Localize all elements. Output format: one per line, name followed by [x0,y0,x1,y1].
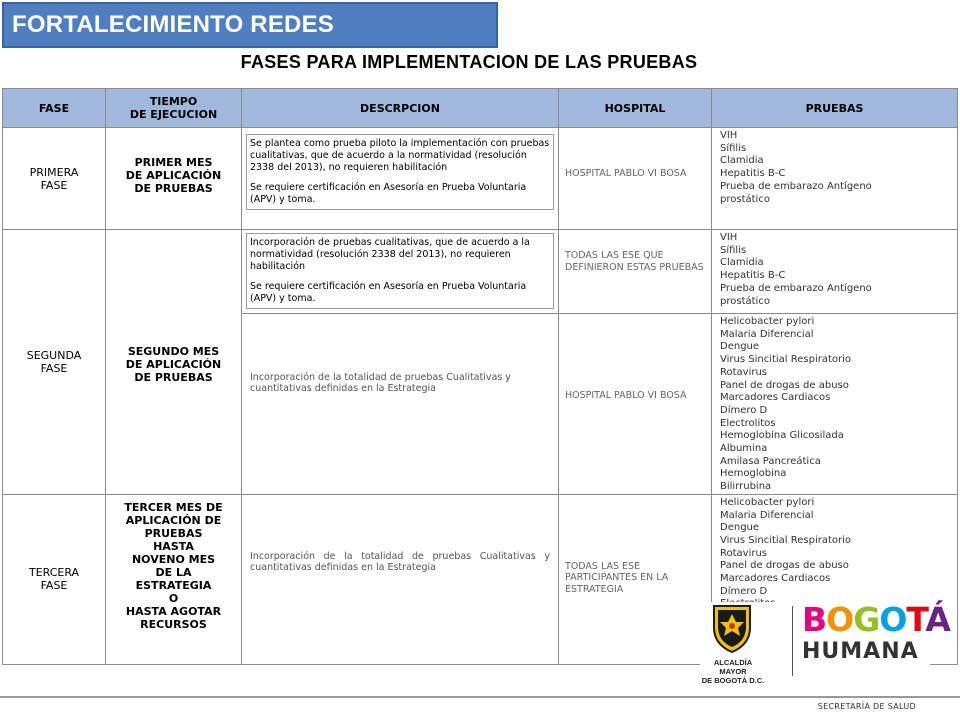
tiempo-segunda-line2: DE APLICACIÓN [125,358,222,372]
prueba-item: Clamidia [720,257,764,269]
humana-wordmark: HUMANA [802,639,919,664]
hospital-tercera: TODAS LAS ESE PARTICIPANTES EN LA ESTRATEGIA [565,560,669,595]
prueba-item: Virus Sincitial Respiratorio [720,534,852,546]
hospital-cell-primera [559,128,712,230]
prueba-item: Albumina [720,443,768,455]
descripcion-cell-segunda-2 [242,314,559,495]
tiempo-primera-line3: DE PRUEBAS [134,182,213,195]
phases-table [2,88,958,665]
tiempo-tercera-line: DE LA [155,565,192,579]
prueba-item: Rotavirus [720,366,768,378]
prueba-item: Hepatitis B-C [720,168,786,180]
pruebas-cell-segunda-1 [712,230,958,314]
prueba-item: Prueba de embarazo Antígeno [720,282,872,294]
pruebas-cell-primera [712,128,958,230]
tiempo-tercera-line: APLICACIÓN DE [125,513,222,527]
tiempo-tercera-line: TERCER MES DE [124,500,223,514]
hospital-cell-tercera [559,494,712,664]
prueba-item: Sífilis [720,244,747,256]
pruebas-cell-segunda-2 [712,314,958,495]
tiempo-tercera-line: PRUEBAS [144,526,203,540]
prueba-item: prostático [720,193,770,205]
banner-title: FORTALECIMIENTO REDES [2,2,498,48]
logo-divider [792,606,793,676]
tiempo-cell-tercera [106,494,242,664]
alcaldia-line1: ALCALDÍA MAYOR [713,658,753,676]
tiempo-primera-line2: DE APLICACIÓN [125,169,222,182]
bogota-letter: O [879,600,907,639]
bogota-humana-logo [700,600,950,685]
prueba-item: Dímero D [720,404,768,416]
descripcion-tercera: Incorporación de la totalidad de pruebas Cualitativas y cuantitativas definidas en la Estrategia [250,550,550,573]
descripcion-primera-p1: Se plantea como prueba piloto la implementación con pruebas cualitativas, que de acuerdo a la normatividad (resolución 2338 del 2013), no requieren habilitación [250,138,550,173]
pruebas-list-segunda-2 [712,314,957,494]
table-row-primera [3,128,958,230]
header-tiempo-line1: TIEMPO [149,95,198,108]
descripcion-segunda-2: Incorporación de la totalidad de pruebas Cualitativas y cuantitativas definidas en la Estrategia [250,372,511,394]
prueba-item: Marcadores Cardiacos [720,392,831,404]
page-subtitle: FASES PARA IMPLEMENTACION DE LAS PRUEBAS [240,52,698,72]
tiempo-tercera-line: RECURSOS [140,617,207,631]
prueba-item: Clamidia [720,155,764,167]
prueba-item: Hepatitis B-C [720,270,786,282]
prueba-item: Dímero D [720,585,768,597]
prueba-item: Amilasa Pancreática [720,455,821,467]
fase-cell-segunda [3,230,106,495]
header-tiempo [106,89,242,128]
fase-tercera-line2: FASE [40,579,68,593]
header-descripcion: DESCRPCION [242,89,559,128]
tiempo-tercera-line: NOVENO MES [131,552,216,566]
footer-divider [0,696,960,698]
prueba-item: prostático [720,295,770,307]
pruebas-list-segunda-1 [712,230,957,308]
prueba-item: VIH [720,232,738,243]
fase-primera-line2: FASE [40,178,68,192]
bogota-letter: T [906,600,926,639]
fase-tercera-line1: TERCERA [28,566,80,580]
tiempo-primera-line1: PRIMER MES [134,156,213,169]
footer-secretaria: SECRETARÍA DE SALUD [817,702,916,711]
prueba-item: Prueba de embarazo Antígeno [720,180,872,192]
prueba-item: Panel de drogas de abuso [720,379,849,391]
fase-cell-tercera [3,494,106,664]
bogota-letter: G [853,600,880,639]
prueba-item: Hemoglobina Glicosilada [720,430,844,442]
prueba-item: Helicobacter pylori [720,496,815,508]
prueba-item: Marcadores Cardiacos [720,573,831,585]
tiempo-tercera-line: HASTA AGOTAR [125,604,222,618]
tiempo-segunda-line1: SEGUNDO MES [127,345,220,359]
tiempo-tercera-line: O [168,591,179,605]
descripcion-segunda-p2: Se requiere certificación en Asesoría en Prueba Voluntaria (APV) y toma. [250,281,527,304]
header-pruebas: PRUEBAS [712,89,958,128]
table-header-row [3,89,958,128]
fase-cell-primera [3,128,106,230]
prueba-item: Panel de drogas de abuso [720,560,849,572]
bogota-letter: O [826,600,854,639]
descripcion-cell-segunda-1 [242,230,559,314]
header-hospital: HOSPITAL [559,89,712,128]
descripcion-segunda-p1: Incorporación de pruebas cualitativas, que de acuerdo a la normatividad (resolución 2338 del 2013), no requieren habilitación [250,237,530,272]
alcaldia-label [700,658,766,685]
hospital-primera: HOSPITAL PABLO VI BOSA [565,168,687,179]
header-tiempo-line2: DE EJECUCION [129,108,218,121]
prueba-item: Malaria Diferencial [720,509,814,521]
descripcion-primera-p2: Se requiere certificación en Asesoría en Prueba Voluntaria (APV) y toma. [250,182,527,205]
bogota-wordmark [802,602,950,638]
tiempo-tercera-line: HASTA [153,539,194,553]
prueba-item: Malaria Diferencial [720,328,814,340]
descripcion-box-primera [246,134,554,210]
prueba-item: Dengue [720,341,760,353]
tiempo-cell-primera [106,128,242,230]
header-fase: FASE [3,89,106,128]
fase-segunda-line1: SEGUNDA [26,348,82,362]
hospital-cell-segunda-1 [559,230,712,314]
descripcion-cell-primera [242,128,559,230]
prueba-item: Virus Sincitial Respiratorio [720,354,852,366]
descripcion-box-segunda [246,233,554,309]
bogota-letter: B [802,600,827,639]
coat-of-arms-icon [708,602,756,654]
prueba-item: Electrolitos [720,417,776,429]
fase-segunda-line2: FASE [40,361,68,375]
hospital-cell-segunda-2 [559,314,712,495]
hospital-segunda-1: TODAS LAS ESE QUE DEFINIERON ESTAS PRUEBAS [565,250,704,273]
prueba-item: VIH [720,130,738,141]
prueba-item: Bilirrubina [720,481,772,493]
tiempo-tercera-lines [106,501,241,631]
hospital-segunda-2: HOSPITAL PABLO VI BOSA [565,390,687,401]
prueba-item: Helicobacter pylori [720,316,815,327]
tiempo-cell-segunda [106,230,242,495]
bogota-letter: Á [925,600,950,639]
alcaldia-line2: DE BOGOTÁ D.C. [701,676,765,685]
table-row-segunda-1 [3,230,958,314]
descripcion-cell-tercera [242,494,559,664]
pruebas-list-primera [712,128,957,206]
tiempo-tercera-line: ESTRATEGIA [135,578,212,592]
prueba-item: Dengue [720,522,760,534]
prueba-item: Rotavirus [720,547,768,559]
tiempo-segunda-line3: DE PRUEBAS [134,371,213,385]
fase-primera-line1: PRIMERA [29,165,79,179]
prueba-item: Hemoglobina [720,468,787,480]
prueba-item: Sífilis [720,142,747,154]
